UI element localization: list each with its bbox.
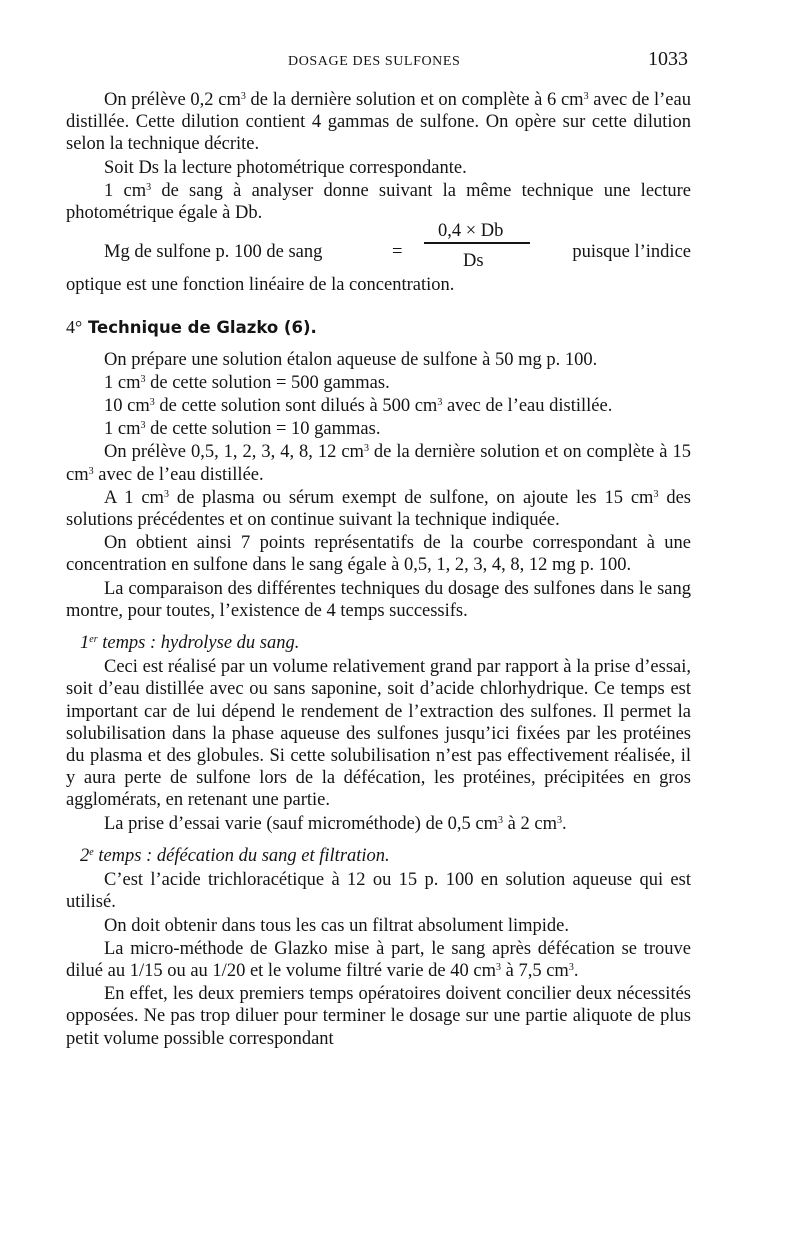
paragraph: La comparaison des différentes techniques du dosage des sulfones dans le sang montre, pour toutes, l’existence de 4 temps successifs. bbox=[66, 578, 691, 621]
paragraph: En effet, les deux premiers temps opératoires doivent concilier deux nécessités opposées. Ne pas trop diluer pour terminer le dosage sur une partie aliquote de plus petit volume possible correspondant bbox=[66, 984, 691, 1049]
paragraph: optique est une fonction linéaire de la concentration. bbox=[66, 275, 455, 296]
running-title: DOSAGE DES SULFONES bbox=[288, 54, 461, 69]
step-ordinal-sup: er bbox=[89, 634, 98, 646]
paragraph: 10 $cm^3$ de cette solution sont dilués à 500 $cm^3$ avec de l’eau distillée. bbox=[104, 396, 613, 417]
section-number: 4° bbox=[66, 317, 83, 338]
formula-right-text: puisque l’indice bbox=[572, 242, 691, 263]
paragraph: On prélève 0,2 $cm^3$ de la dernière solution et on complète à 6 $cm^3$ avec de l’eau distillée. Cette dilution contient 4 gammas de sulfone. On opère sur cette dilution selon la technique décrite. bbox=[66, 90, 691, 155]
paragraph: On prépare une solution étalon aqueuse de sulfone à 50 mg p. 100. bbox=[104, 349, 598, 370]
paragraph: 1 $cm^3$ de sang à analyser donne suivant la même technique une lecture photométrique égale à Db. bbox=[66, 180, 691, 224]
paragraph: C’est l’acide trichloracétique à 12 ou 15 p. 100 en solution aqueuse qui est utilisé. bbox=[66, 870, 691, 913]
fraction-bar bbox=[424, 242, 530, 243]
step-title: temps : défécation du sang et filtration. bbox=[98, 845, 390, 866]
paragraph: On obtient ainsi 7 points représentatifs de la courbe correspondant à une concentration en sulfone dans le sang égale à 0,5, 1, 2, 3, 4, 8, 12 mg p. 100. bbox=[66, 533, 691, 576]
step-title: temps : hydrolyse du sang. bbox=[102, 633, 300, 654]
page-number: 1033 bbox=[648, 48, 688, 70]
step-ordinal-sup: e bbox=[89, 846, 94, 858]
paragraph: On doit obtenir dans tous les cas un filtrat absolument limpide. bbox=[104, 915, 569, 936]
step-ordinal: 1 bbox=[80, 633, 90, 654]
paragraph: Soit Ds la lecture photométrique correspondante. bbox=[104, 157, 467, 178]
formula-left-text: Mg de sulfone p. 100 de sang bbox=[104, 242, 323, 263]
paragraph: On prélève 0,5, 1, 2, 3, 4, 8, 12 $cm^3$ de la dernière solution et on complète à 15 $cm^3$ avec de l’eau distillée. bbox=[66, 442, 691, 485]
paragraph: A 1 $cm^3$ de plasma ou sérum exempt de sulfone, on ajoute les 15 $cm^3$ des solutions précédentes et on continue suivant la technique indiquée. bbox=[66, 487, 691, 531]
formula-equals: = bbox=[392, 242, 403, 263]
fraction-denominator: Ds bbox=[463, 251, 484, 272]
fraction-numerator: 0,4 × Db bbox=[438, 221, 504, 242]
paragraph: La micro-méthode de Glazko mise à part, le sang après défécation se trouve dilué au 1/15 ou au 1/20 et le volume filtré varie de 40 $cm^3$ à 7,5 $cm^3$. bbox=[66, 938, 691, 981]
page-body bbox=[66, 89, 691, 1050]
step-heading-2 bbox=[66, 845, 691, 867]
step-ordinal: 2 bbox=[80, 845, 90, 866]
page-header bbox=[0, 48, 800, 78]
paragraph: Ceci est réalisé par un volume relativement grand par rapport à la prise d’essai, soit d’eau distillée avec ou sans saponine, soit d’acide chlorhydrique. Ce temps est important car de lui dépend le rendement de l’extraction des sulfones. Il permet la solubilisation dans la phase aqueuse des sulfones jusqu’ici fixées par les protéines du plasma et des globules. Si cette solubilisation n’est pas effectivement réalisée, il y aura perte de sulfone lors de la défécation, les protéines, précipitées en gros agglomérats, en retenant une partie. bbox=[66, 657, 691, 811]
paragraph: La prise d’essai varie (sauf microméthode) de 0,5 $cm^3$ à 2 $cm^3$. bbox=[104, 813, 567, 834]
step-heading-1 bbox=[66, 632, 691, 654]
paragraph: 1 $cm^3$ de cette solution = 10 gammas. bbox=[104, 419, 381, 440]
paragraph: 1 $cm^3$ de cette solution = 500 gammas. bbox=[104, 372, 390, 393]
section-heading bbox=[66, 316, 691, 339]
formula bbox=[66, 221, 691, 274]
section-title: Technique de Glazko (6). bbox=[87, 318, 317, 338]
